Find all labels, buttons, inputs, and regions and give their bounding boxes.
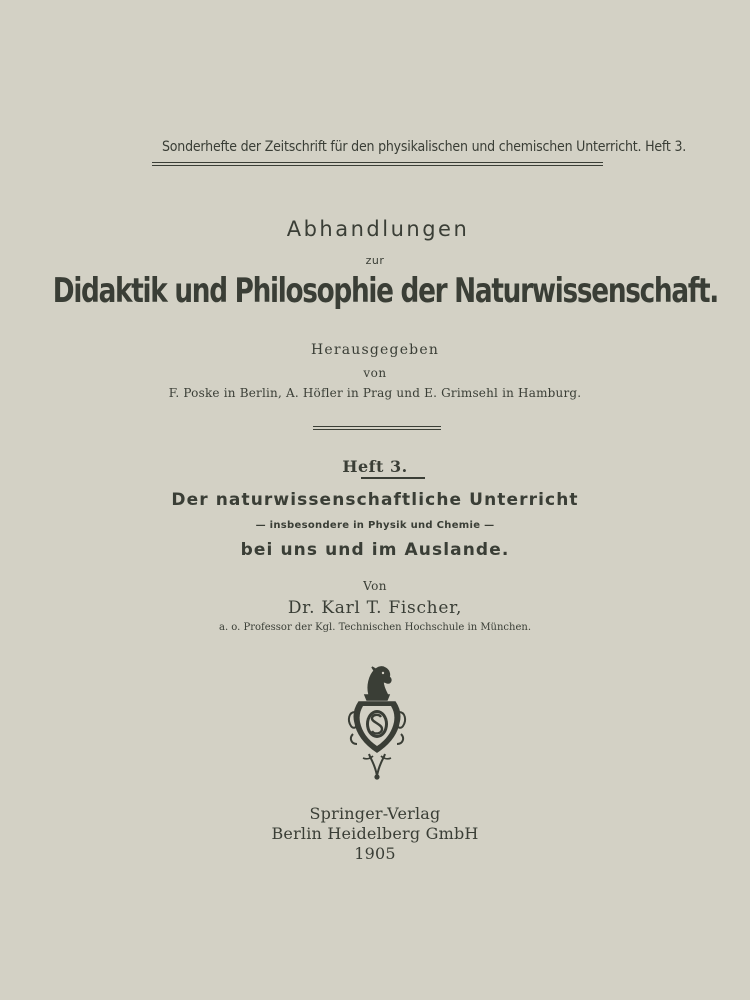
middle-double-rule	[313, 426, 441, 430]
author-affiliation: a. o. Professor der Kgl. Technischen Hochschule in München.	[218, 622, 532, 633]
springer-knight-logo-icon	[345, 664, 409, 780]
edited-by-label: Herausgegeben	[310, 342, 440, 358]
issue-number: Heft 3.	[342, 457, 408, 476]
publication-year: 1905	[354, 844, 396, 863]
editors-line: F. Poske in Berlin, A. Höfler in Prag und E. Grimsehl in Hamburg.	[168, 386, 582, 400]
top-double-rule	[152, 162, 603, 166]
editors-by-label: von	[363, 366, 387, 380]
publisher-city: Berlin Heidelberg GmbH	[271, 824, 479, 843]
work-title-middle: — insbesondere in Physik und Chemie —	[255, 520, 495, 531]
collection-connector: zur	[365, 254, 385, 267]
series-title: Sonderhefte der Zeitschrift für den physikalischen und chemischen Unterricht. Heft 3.	[162, 139, 687, 155]
collection-title: Abhandlungen	[286, 217, 470, 241]
work-title-line1: Der naturwissenschaftliche Unterricht	[171, 490, 579, 510]
author-by-label: Von	[363, 579, 387, 593]
publisher-name: Springer-Verlag	[309, 804, 441, 823]
issue-underline	[361, 477, 425, 479]
collection-subtitle: Didaktik und Philosophie der Naturwissenschaft.	[52, 271, 718, 311]
author-name: Dr. Karl T. Fischer,	[287, 598, 463, 618]
work-title-line2: bei uns und im Auslande.	[240, 540, 510, 560]
